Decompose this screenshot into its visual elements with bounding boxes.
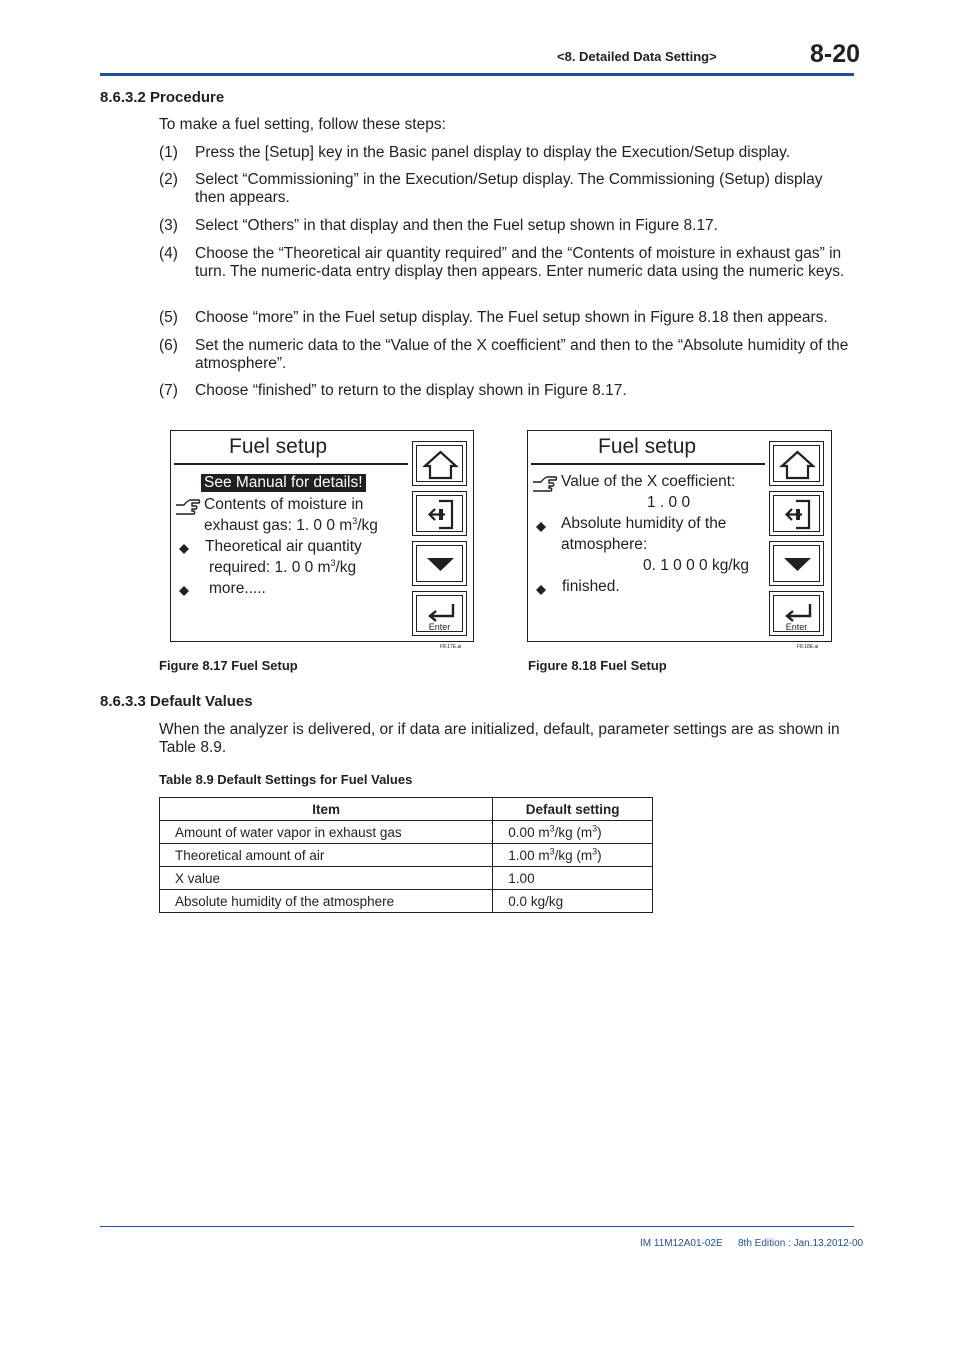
hand-pointer-icon: [532, 475, 558, 498]
diamond-bullet-icon: [179, 541, 189, 559]
defaults-heading: 8.6.3.3 Default Values: [100, 693, 253, 710]
moisture-value: [204, 517, 378, 535]
step-text: Select “Commissioning” in the Execution/Setup display. The Commissioning (Setup) display then appears.: [195, 171, 823, 206]
column-header-default: Default setting: [493, 798, 653, 821]
more-option[interactable]: more.....: [209, 580, 266, 597]
moisture-label[interactable]: Contents of moisture in: [204, 496, 364, 513]
enter-label: Enter: [785, 622, 808, 632]
diamond-bullet-icon: [536, 519, 546, 537]
panel-title: Fuel setup: [598, 435, 697, 458]
panel-title: Fuel setup: [229, 435, 328, 458]
value-text: ): [597, 824, 602, 840]
finished-option[interactable]: finished.: [562, 578, 620, 595]
superscript: 3: [592, 846, 598, 856]
value-cell: [493, 844, 653, 867]
step-number: (6): [159, 337, 178, 354]
step-text: Choose “more” in the Fuel setup display. The Fuel setup shown in Figure 8.18 then appears.: [195, 309, 828, 326]
figure-caption-818: Figure 8.18 Fuel Setup: [528, 658, 667, 673]
figure-caption-817: Figure 8.17 Fuel Setup: [159, 658, 298, 673]
step-text: Set the numeric data to the “Value of the X coefficient” and then to the “Absolute humidity of the atmosphere”.: [195, 337, 849, 372]
air-quantity-label[interactable]: Theoretical air quantity: [205, 538, 362, 555]
back-icon: [413, 492, 468, 537]
down-button[interactable]: [769, 541, 824, 586]
figure-file-id: F8.17E.ai: [440, 644, 462, 650]
step-5: [159, 309, 859, 327]
value-cell: 1.00: [493, 867, 653, 890]
step-number: (5): [159, 309, 178, 326]
step-6: [159, 337, 859, 373]
down-arrow-icon: [413, 542, 468, 587]
procedure-intro: To make a fuel setting, follow these steps:: [159, 116, 446, 133]
step-number: (3): [159, 217, 178, 234]
footer-rule: [100, 1226, 854, 1227]
default-settings-table: [159, 797, 653, 913]
step-2: [159, 171, 859, 207]
x-coefficient-value: 1 . 0 0: [647, 494, 691, 511]
value-text: 1.00 m: [508, 847, 550, 863]
defaults-intro: When the analyzer is delivered, or if data are initialized, default, parameter settings are as shown in Table 8.9.: [159, 721, 840, 756]
table-header-row: [160, 798, 653, 821]
step-3: [159, 217, 859, 235]
value-cell: [493, 821, 653, 844]
home-icon: [413, 442, 468, 487]
fuel-setup-panel-818: [527, 430, 832, 642]
step-4: [159, 245, 859, 281]
back-button[interactable]: [769, 491, 824, 536]
table-row: [160, 890, 653, 913]
fuel-setup-panel-817: [170, 430, 474, 642]
procedure-heading: 8.6.3.2 Procedure: [100, 89, 225, 106]
header-rule: [100, 73, 854, 76]
step-number: (2): [159, 171, 178, 188]
item-cell: X value: [160, 867, 493, 890]
back-button[interactable]: [412, 491, 467, 536]
moisture-value-text: exhaust gas: 1. 0 0 m: [204, 517, 353, 534]
value-text: /kg (m: [554, 847, 593, 863]
superscript: 3: [592, 823, 598, 833]
down-arrow-icon: [770, 542, 825, 587]
page-number: 8-20: [810, 40, 861, 68]
table-title: Table 8.9 Default Settings for Fuel Values: [159, 772, 413, 787]
step-text: Choose “finished” to return to the display shown in Figure 8.17.: [195, 382, 627, 399]
item-cell: Absolute humidity of the atmosphere: [160, 890, 493, 913]
item-cell: Amount of water vapor in exhaust gas: [160, 821, 493, 844]
step-1: [159, 144, 859, 162]
step-text: Press the [Setup] key in the Basic panel display to display the Execution/Setup display.: [195, 144, 791, 161]
step-text: Select “Others” in that display and then the Fuel setup shown in Figure 8.17.: [195, 217, 718, 234]
superscript: 3: [549, 823, 555, 833]
value-text: /kg (m: [554, 824, 593, 840]
home-button[interactable]: [412, 441, 467, 486]
superscript: 3: [549, 846, 555, 856]
step-7: [159, 382, 859, 400]
humidity-label-cont: atmosphere:: [561, 536, 648, 553]
step-text: Choose the “Theoretical air quantity required” and the “Contents of moisture in exhaust gas” in turn. The numeric-data entry display then appears. Enter numeric data using the numeric keys.: [195, 245, 845, 280]
column-header-item: Item: [160, 798, 493, 821]
enter-button[interactable]: [769, 591, 824, 636]
value-text: 0.00 m: [508, 824, 550, 840]
document-id: IM 11M12A01-02E: [640, 1238, 723, 1249]
enter-button[interactable]: [412, 591, 467, 636]
table-row: [160, 844, 653, 867]
unit-text: /kg: [357, 517, 378, 534]
title-rule: [531, 463, 765, 465]
home-icon: [770, 442, 825, 487]
superscript: 3: [352, 515, 358, 526]
humidity-label[interactable]: Absolute humidity of the: [561, 515, 727, 532]
value-text: ): [597, 847, 602, 863]
figure-file-id: F8.18E.ai: [797, 644, 819, 650]
hand-pointer-icon: [175, 498, 201, 521]
step-number: (1): [159, 144, 178, 161]
x-coefficient-label[interactable]: Value of the X coefficient:: [561, 473, 736, 490]
step-number: (7): [159, 382, 178, 399]
item-cell: Theoretical amount of air: [160, 844, 493, 867]
table-row: [160, 821, 653, 844]
superscript: 3: [330, 557, 336, 568]
title-rule: [174, 463, 408, 465]
step-number: (4): [159, 245, 178, 262]
enter-label: Enter: [428, 622, 451, 632]
edition-info: 8th Edition : Jan.13,2012-00: [738, 1238, 864, 1249]
air-quantity-value: [209, 559, 356, 577]
air-quantity-value-text: required: 1. 0 0 m: [209, 559, 331, 576]
chapter-title: <8. Detailed Data Setting>: [557, 49, 717, 64]
humidity-value: 0. 1 0 0 0 kg/kg: [643, 557, 749, 574]
diamond-bullet-icon: [536, 582, 546, 600]
unit-text: /kg: [335, 559, 357, 576]
back-icon: [770, 492, 825, 537]
diamond-bullet-icon: [179, 583, 189, 601]
down-button[interactable]: [412, 541, 467, 586]
table-row: [160, 867, 653, 890]
manual-notice-highlight[interactable]: See Manual for details!: [201, 474, 366, 492]
home-button[interactable]: [769, 441, 824, 486]
value-cell: 0.0 kg/kg: [493, 890, 653, 913]
